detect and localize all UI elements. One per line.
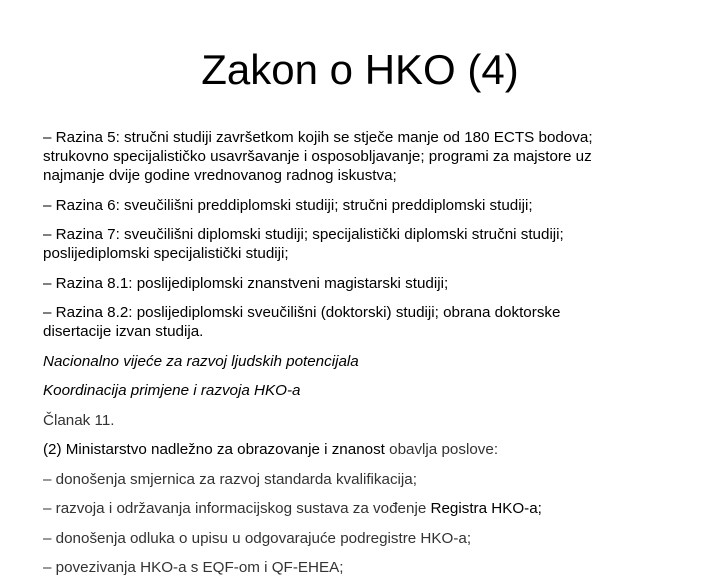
duty-item [43,499,683,518]
duty-item: – povezivanja HKO-a s EQF-om i QF-EHEA; [43,559,344,576]
level-5-item [43,128,683,185]
article-number: Članak 11. [43,411,115,429]
slide-content [43,128,683,588]
text-line: – Razina 8.1: poslijediplomski znanstveni magistarski studiji; [43,274,449,292]
paragraph [43,440,683,459]
slide-title: Zakon o HKO (4) [201,46,519,93]
text-line: – Razina 8.2: poslijediplomski sveučilišni (doktorski) studiji; obrana doktorske [43,304,561,321]
registry-text: Registra HKO-a; [430,500,542,517]
text-line: – Razina 6: sveučilišni preddiplomski studiji; stručni preddiplomski studiji; [43,196,533,214]
text-line: poslijediplomski specijalistički studiji; [43,245,289,262]
text-line: disertacije izvan studija. [43,323,204,340]
duty-item: – donošenja odluka o upisu u odgovarajuće podregistre HKO-a; [43,529,472,547]
paragraph-suffix: obavlja poslove: [384,441,499,458]
subsection-heading: Koordinacija primjene i razvoja HKO-a [43,382,301,399]
level-8-2-item [43,303,683,341]
level-6-item [43,196,683,215]
duty-text: – razvoja i održavanja informacijskog sustava za vođenje [43,500,431,517]
duty-item: – donošenja smjernica za razvoj standarda kvalifikacija; [43,470,417,488]
section-heading: Nacionalno vijeće za razvoj ljudskih potencijala [43,352,359,370]
level-8-1-item [43,274,683,293]
text-line: – Razina 5: stručni studiji završetkom kojih se stječe manje od 180 ECTS bodova; [43,129,593,146]
text-line: – Razina 7: sveučilišni diplomski studiji; specijalistički diplomski stručni studiji; [43,226,564,243]
text-line: strukovno specijalističko usavršavanje i osposobljavanje; programi za majstore uz [43,148,592,165]
level-7-item [43,225,683,263]
ministry-text: (2) Ministarstvo nadležno za obrazovanje i znanost [43,441,385,458]
text-line: najmanje dvije godine vrednovanog radnog iskustva; [43,167,397,184]
